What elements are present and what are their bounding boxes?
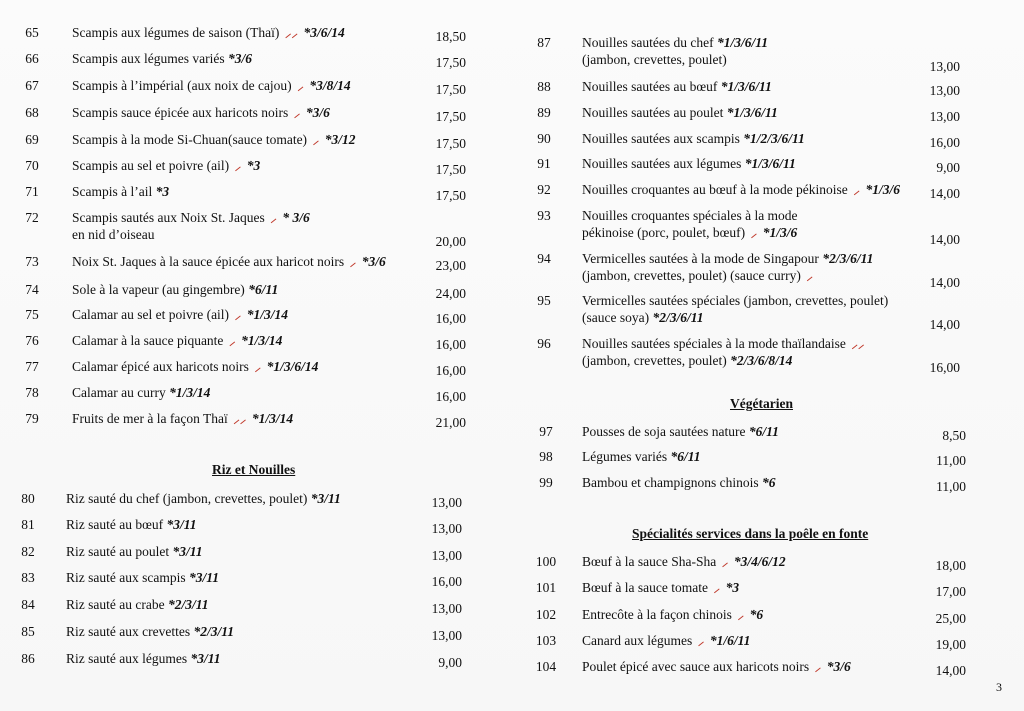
item-name: [72, 410, 293, 429]
item-name: [582, 104, 778, 122]
item-name-text: Scampis sautés aux Noix St. Jaques: [72, 210, 265, 225]
item-number: 69: [25, 132, 39, 147]
item-name-text: Scampis à l’ail: [72, 184, 153, 199]
item-number: 93: [537, 208, 551, 223]
item-price: 16,00: [435, 363, 466, 378]
item-price: 14,00: [935, 663, 966, 678]
item-number: 90: [537, 131, 551, 146]
item-price: 16,00: [435, 337, 466, 352]
spicy-marker: ⸝: [709, 583, 721, 595]
allergen-codes: *3/11: [307, 491, 341, 506]
item-price: 13,00: [431, 601, 462, 616]
item-number: 100: [535, 554, 557, 569]
section-title-riz-nouilles: Riz et Nouilles: [212, 462, 296, 477]
item-name-text: Riz sauté aux légumes: [66, 651, 188, 666]
allergen-codes: *3/6: [302, 105, 330, 120]
allergen-codes: *3/6: [224, 51, 252, 66]
spicy-marker: ⸝: [718, 557, 729, 569]
item-number: 78: [25, 385, 39, 400]
item-price: 16,00: [435, 311, 466, 326]
item-name: [582, 658, 851, 677]
item-name: [72, 104, 330, 123]
allergen-codes: *1/3/6: [759, 225, 798, 240]
item-number: 80: [21, 491, 35, 506]
item-price: 17,50: [435, 55, 466, 70]
allergen-codes: *3/8/14: [305, 78, 351, 93]
item-name-text: Bœuf à la sauce tomate: [582, 580, 708, 595]
allergen-codes: *3/11: [185, 570, 219, 585]
item-name: [582, 292, 888, 310]
allergen-codes: *3/11: [163, 517, 197, 532]
item-name-text: Calamar épicé aux haricots noirs: [72, 359, 249, 374]
page-number: 3: [996, 680, 1002, 694]
item-number: 99: [539, 475, 553, 490]
spicy-marker: ⸝: [231, 161, 242, 173]
item-name-line2: [582, 309, 703, 327]
item-price: 8,50: [942, 428, 966, 443]
item-name-text: Fruits de mer à la façon Thaï: [72, 411, 228, 426]
item-name-text: Nouilles sautées du chef: [582, 35, 714, 50]
allergen-codes: * 3/6: [278, 210, 310, 225]
item-price: 13,00: [431, 628, 462, 643]
item-name-text: Nouilles sautées spéciales à la mode thaïlandaise: [582, 336, 846, 351]
item-name-line2: [582, 352, 792, 370]
item-name-text: Canard aux légumes: [582, 633, 693, 648]
item-price: 24,00: [435, 286, 466, 301]
item-name-text-2: (jambon, crevettes, poulet) (sauce curry): [582, 268, 801, 283]
item-name: [582, 632, 750, 651]
item-name: [72, 253, 386, 272]
item-name: [582, 423, 779, 441]
allergen-codes: *1/3/14: [165, 385, 211, 400]
item-name-text: Nouilles sautées au bœuf: [582, 79, 718, 94]
item-name-text: Riz sauté aux crevettes: [66, 624, 191, 639]
spicy-marker: ⸝: [231, 310, 242, 322]
item-price: 17,50: [435, 82, 466, 97]
item-number: 67: [25, 78, 39, 93]
item-number: 70: [25, 158, 39, 173]
item-price: 25,00: [935, 611, 966, 626]
item-name: [72, 306, 288, 325]
item-name-text: Bœuf à la sauce Sha-Sha: [582, 554, 717, 569]
item-name: [582, 474, 775, 492]
spicy-marker: ⸝: [747, 228, 758, 240]
allergen-codes: *3/6: [823, 659, 851, 674]
item-price: 9,00: [936, 160, 960, 175]
item-name-line2: [72, 226, 154, 244]
item-name-text-2: (jambon, crevettes, poulet): [582, 52, 727, 67]
allergen-codes: *6/11: [667, 449, 701, 464]
item-name: [582, 78, 772, 96]
item-number: 73: [25, 254, 39, 269]
item-name-text-2: (jambon, crevettes, poulet): [582, 353, 727, 368]
item-price: 11,00: [936, 479, 966, 494]
item-name-text: Riz sauté du chef (jambon, crevettes, poulet): [66, 491, 308, 506]
item-number: 66: [25, 51, 39, 66]
item-name: [72, 157, 260, 176]
allergen-codes: *1/3/14: [237, 333, 283, 348]
item-price: 13,00: [929, 59, 960, 74]
item-number: 86: [21, 651, 35, 666]
item-number: 68: [25, 105, 39, 120]
spicy-marker: ⸝: [225, 336, 236, 348]
spicy-marker: ⸝: [290, 108, 301, 120]
item-price: 11,00: [936, 453, 966, 468]
item-name: [72, 50, 252, 68]
spicy-marker: ⸝: [293, 81, 304, 93]
allergen-codes: *3/6: [358, 254, 386, 269]
item-number: 84: [21, 597, 35, 612]
item-name-text: Riz sauté au crabe: [66, 597, 165, 612]
item-number: 71: [25, 184, 39, 199]
allergen-codes: *1/3/6/14: [263, 359, 319, 374]
item-price: 16,00: [431, 574, 462, 589]
item-price: 17,50: [435, 188, 466, 203]
item-number: 82: [21, 544, 35, 559]
allergen-codes: *1/6/11: [706, 633, 751, 648]
spicy-marker: ⸝: [250, 362, 262, 374]
item-price: 17,50: [435, 109, 466, 124]
item-price: 16,00: [929, 135, 960, 150]
allergen-codes: *3/6/14: [300, 25, 345, 40]
allergen-codes: *1/3/14: [248, 411, 294, 426]
item-name: [582, 207, 798, 225]
item-price: 18,50: [435, 29, 466, 44]
item-number: 65: [25, 25, 39, 40]
section-title-specialites: Spécialités services dans la poêle en fonte: [632, 526, 869, 541]
spicy-marker: ⸝: [694, 636, 705, 648]
item-name-text: Scampis à la mode Si-Chuan(sauce tomate): [72, 132, 308, 147]
item-name-text: Entrecôte à la façon chinois: [582, 607, 732, 622]
item-number: 97: [539, 424, 553, 439]
item-name-text-2: pékinoise (porc, poulet, bœuf): [582, 225, 746, 240]
allergen-codes: *3/4/6/12: [730, 554, 786, 569]
item-number: 77: [25, 359, 39, 374]
item-name: [66, 650, 220, 668]
item-name: [582, 155, 796, 173]
item-price: 13,00: [431, 521, 462, 536]
spicy-marker: ⸝: [849, 185, 861, 197]
allergen-codes: *2/3/6/11: [818, 251, 874, 266]
item-number: 96: [537, 336, 551, 351]
item-name-text: Nouilles sautées aux scampis: [582, 131, 740, 146]
allergen-codes: *1/3/14: [243, 307, 288, 322]
item-name-text: Nouilles croquantes spéciales à la mode: [582, 208, 798, 223]
allergen-codes: *6/11: [244, 282, 279, 297]
item-price: 14,00: [929, 317, 960, 332]
item-name-text: Poulet épicé avec sauce aux haricots noirs: [582, 659, 810, 674]
item-number: 72: [25, 210, 39, 225]
item-name-text: Pousses de soja sautées nature: [582, 424, 746, 439]
allergen-codes: *6: [758, 475, 776, 490]
item-name: [582, 606, 763, 625]
item-number: 95: [537, 293, 551, 308]
allergen-codes: *2/3/6/11: [649, 310, 704, 325]
item-name: [582, 34, 768, 52]
item-name: [582, 448, 700, 466]
item-name: [582, 579, 739, 598]
item-number: 79: [25, 411, 39, 426]
item-name-text-2: (sauce soya): [582, 310, 650, 325]
allergen-codes: *3: [243, 158, 261, 173]
spicy-marker: ⸝: [802, 271, 814, 283]
item-name: [582, 181, 900, 200]
item-number: 76: [25, 333, 39, 348]
item-name: [66, 543, 203, 561]
item-name-text: Riz sauté au bœuf: [66, 517, 164, 532]
item-number: 85: [21, 624, 35, 639]
item-price: 13,00: [431, 495, 462, 510]
item-number: 89: [537, 105, 551, 120]
allergen-codes: *3/11: [169, 544, 203, 559]
item-name-text: Sole à la vapeur (au gingembre): [72, 282, 245, 297]
item-price: 21,00: [435, 415, 466, 430]
allergen-codes: *1/3/6/11: [723, 105, 778, 120]
item-number: 81: [21, 517, 35, 532]
allergen-codes: *2/3/11: [190, 624, 234, 639]
item-price: 16,00: [929, 360, 960, 375]
item-name: [72, 77, 351, 96]
allergen-codes: *3: [722, 580, 740, 595]
item-name: [72, 281, 278, 299]
item-name: [582, 130, 805, 148]
item-name: [66, 596, 208, 614]
item-number: 74: [25, 282, 39, 297]
item-number: 87: [537, 35, 551, 50]
item-price: 17,50: [435, 162, 466, 177]
spicy-marker: ⸝: [266, 213, 277, 225]
item-number: 103: [535, 633, 557, 648]
item-name: [72, 358, 318, 377]
item-number: 102: [535, 607, 557, 622]
item-name: [72, 384, 210, 402]
item-name-line2: [582, 267, 815, 286]
item-name: [582, 553, 786, 572]
item-number: 88: [537, 79, 551, 94]
item-price: 14,00: [929, 232, 960, 247]
allergen-codes: *3/12: [321, 132, 356, 147]
item-price: 9,00: [438, 655, 462, 670]
item-price: 13,00: [431, 548, 462, 563]
item-name-text: Bambou et champignons chinois: [582, 475, 759, 490]
item-price: 16,00: [435, 389, 466, 404]
item-name: [66, 516, 197, 534]
item-name-text: Nouilles croquantes au bœuf à la mode pékinoise: [582, 182, 848, 197]
item-name-text: Riz sauté au poulet: [66, 544, 170, 559]
item-name-line2: [582, 51, 727, 69]
item-name-text: Scampis au sel et poivre (ail): [72, 158, 230, 173]
item-name-text: Calamar au sel et poivre (ail): [72, 307, 230, 322]
item-number: 83: [21, 570, 35, 585]
item-name-text: Riz sauté aux scampis: [66, 570, 186, 585]
spicy-marker: ⸝: [733, 610, 745, 622]
spicy-marker: ⸝⸝: [847, 339, 865, 351]
allergen-codes: *1/3/6/11: [713, 35, 768, 50]
item-name-text: Calamar à la sauce piquante: [72, 333, 224, 348]
section-title-vegetarien: Végétarien: [730, 396, 793, 411]
item-name: [72, 183, 169, 201]
item-name-text: Scampis sauce épicée aux haricots noirs: [72, 105, 289, 120]
allergen-codes: *1/3/6/11: [717, 79, 772, 94]
spicy-marker: ⸝⸝: [281, 28, 299, 40]
item-name-text: Scampis aux légumes de saison (Thaï): [72, 25, 280, 40]
item-name-text: Nouilles sautées au poulet: [582, 105, 724, 120]
item-name-text: Calamar au curry: [72, 385, 166, 400]
allergen-codes: *6/11: [745, 424, 779, 439]
item-price: 17,00: [935, 584, 966, 599]
allergen-codes: *1/3/6: [862, 182, 900, 197]
allergen-codes: *1/2/3/6/11: [739, 131, 805, 146]
item-number: 75: [25, 307, 39, 322]
item-name: [72, 24, 345, 43]
item-price: 13,00: [929, 109, 960, 124]
item-name-text: Vermicelles sautées à la mode de Singapour: [582, 251, 819, 266]
item-price: 14,00: [929, 186, 960, 201]
item-name: [66, 623, 234, 641]
spicy-marker: ⸝⸝: [229, 414, 247, 426]
item-name-line2: [582, 224, 797, 243]
item-name-text: Vermicelles sautées spéciales (jambon, crevettes, poulet): [582, 293, 889, 308]
item-name: [66, 569, 219, 587]
item-price: 23,00: [435, 258, 466, 273]
item-number: 92: [537, 182, 551, 197]
item-price: 14,00: [929, 275, 960, 290]
item-price: 13,00: [929, 83, 960, 98]
item-name-text-2: en nid d’oiseau: [72, 227, 155, 242]
spicy-marker: ⸝: [346, 257, 357, 269]
item-name-text: Noix St. Jaques à la sauce épicée aux haricot noirs: [72, 254, 345, 269]
item-name-text: Scampis aux légumes variés: [72, 51, 225, 66]
item-number: 104: [535, 659, 557, 674]
item-number: 91: [537, 156, 551, 171]
item-name: [72, 131, 355, 150]
item-name: [582, 250, 873, 268]
item-price: 18,00: [935, 558, 966, 573]
allergen-codes: *2/3/6/8/14: [726, 353, 793, 368]
allergen-codes: *6: [746, 607, 764, 622]
item-name: [72, 332, 282, 351]
item-number: 94: [537, 251, 551, 266]
spicy-marker: ⸝: [811, 662, 822, 674]
item-name: [66, 490, 341, 508]
item-name-text: Scampis à l’impérial (aux noix de cajou): [72, 78, 292, 93]
allergen-codes: *3: [152, 184, 170, 199]
allergen-codes: *2/3/11: [164, 597, 209, 612]
item-price: 19,00: [935, 637, 966, 652]
item-name-text: Légumes variés: [582, 449, 668, 464]
item-price: 20,00: [435, 234, 466, 249]
allergen-codes: *1/3/6/11: [741, 156, 796, 171]
item-name-text: Nouilles sautées aux légumes: [582, 156, 742, 171]
allergen-codes: *3/11: [187, 651, 221, 666]
item-number: 101: [535, 580, 557, 595]
item-price: 17,50: [435, 136, 466, 151]
spicy-marker: ⸝: [309, 135, 320, 147]
item-number: 98: [539, 449, 553, 464]
